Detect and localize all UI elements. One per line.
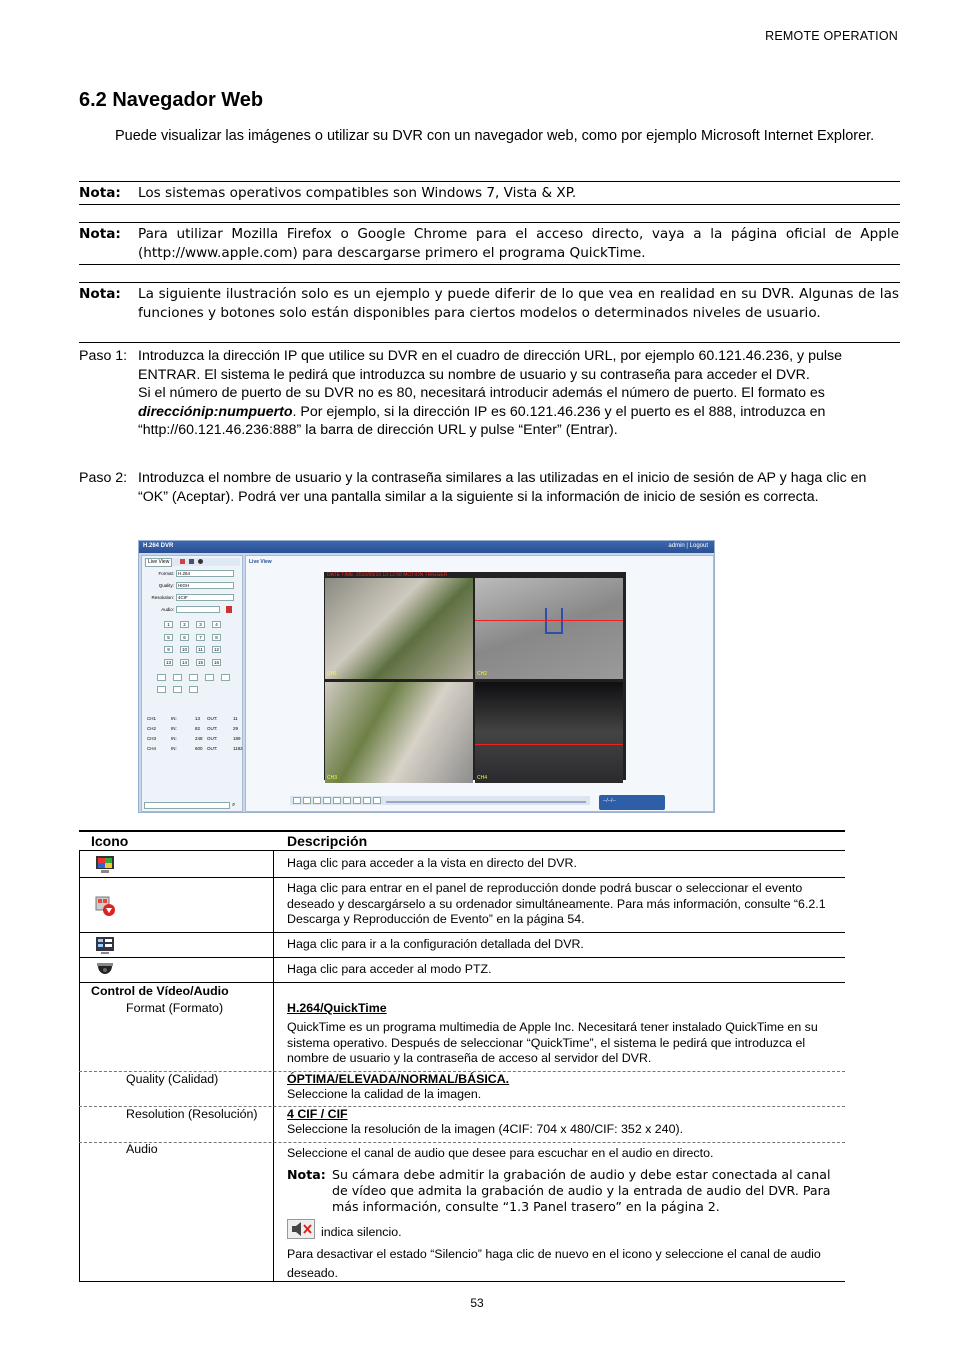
format-desc: QuickTime es un programa multimedia de Apple Inc. Necesitará tener instalado QuickTime en su sistema operativo. Después de seleccionar “QuickTime”, el sistema le pedirá que introduzca el nombre de usuario y la contraseña de acceso al servidor del DVR. — [287, 1020, 818, 1065]
running-header: REMOTE OPERATION — [765, 29, 898, 43]
step-2 — [79, 469, 899, 506]
page-number: 53 — [470, 1296, 484, 1310]
resolution-select[interactable]: 4CIF — [176, 594, 234, 601]
note-label: Nota: — [79, 226, 121, 242]
channel-ch: CH4 — [147, 746, 157, 751]
icon-tabs — [144, 558, 240, 566]
channel-in: IN: — [171, 716, 177, 721]
video-overlay-header: DATE TIME: 2010/09/19 13:12:58 MOTION TRIGGER — [327, 572, 448, 578]
step-1 — [79, 347, 899, 440]
channel-button[interactable]: 15 — [197, 659, 203, 665]
step-text: Introduzca la dirección IP que utilice su DVR en el cuadro de dirección URL, por ejemplo 60.121.46.236, y pulse ENTRAR. El sistema le pedirá que introduzca su nombre de usuario y su contraseña para acceder el DVR. — [138, 348, 843, 383]
channel-status-row — [145, 716, 239, 724]
playback-control-button[interactable] — [373, 797, 381, 804]
playback-icon[interactable] — [180, 559, 185, 564]
channel-out: OUT: — [207, 746, 218, 751]
channel-button[interactable]: 16 — [213, 659, 219, 665]
channel-status-row — [145, 736, 239, 744]
note-2 — [79, 225, 899, 262]
layout-button[interactable] — [173, 674, 182, 681]
channel-button[interactable]: 2 — [180, 621, 189, 628]
rule — [79, 181, 900, 182]
rule — [79, 1281, 845, 1282]
rule — [79, 982, 845, 983]
layout-button[interactable] — [157, 674, 166, 681]
layout-button[interactable] — [189, 674, 198, 681]
rule — [79, 932, 845, 933]
resolution-heading: 4 CIF / CIF — [287, 1107, 348, 1121]
playback-icon — [95, 896, 115, 916]
channel-button[interactable]: 1 — [164, 621, 173, 628]
time-display — [599, 795, 665, 810]
audio-label: Audio — [126, 1142, 158, 1156]
audio-desc: Seleccione el canal de audio que desee para escuchar en el audio en directo. — [287, 1146, 714, 1160]
step-label: Paso 1: — [79, 348, 128, 364]
playback-control-button[interactable] — [363, 797, 371, 804]
channel-in: IN: — [171, 746, 177, 751]
quality-label: Quality: — [158, 583, 174, 588]
port-format: direcciónip:numpuerto — [138, 403, 293, 420]
note-text: Los sistemas operativos compatibles son Windows 7, Vista & XP. — [138, 185, 577, 201]
step-label: Paso 2: — [79, 470, 128, 486]
channel-b: 1182 — [233, 746, 243, 751]
camera-view-2[interactable] — [475, 578, 623, 679]
quality-desc: Seleccione la calidad de la imagen. — [287, 1087, 482, 1101]
audio-select[interactable] — [176, 606, 220, 613]
camera-view-4[interactable] — [475, 682, 623, 783]
camera-label: CH2 — [477, 671, 488, 677]
channel-ch: CH1 — [147, 716, 157, 721]
channel-button[interactable]: 11 — [196, 646, 205, 653]
camera-label: CH1 — [327, 671, 338, 677]
app-title: H.264 DVR — [143, 543, 174, 549]
resolution-desc: Seleccione la resolución de la imagen (4CIF: 704 x 480/CIF: 352 x 240). — [287, 1122, 684, 1136]
playback-control-button[interactable] — [343, 797, 351, 804]
channel-button[interactable]: 4 — [212, 621, 221, 628]
channel-out: OUT: — [207, 736, 218, 741]
step-text-c: . Por ejemplo, si la dirección IP es 60.121.46.236 y el puerto es el 888, introduzca en “http://60.121.46.236:888” la barra de dirección URL y pulse “Enter” (Entrar). — [138, 403, 826, 438]
desc-live: Haga clic para acceder a la vista en directo del DVR. — [287, 856, 577, 870]
note-3 — [79, 285, 899, 322]
ptz-icon — [95, 960, 115, 980]
note-label: Nota: — [79, 185, 121, 201]
step-text: Introduzca el nombre de usuario y la contraseña similares a las utilizadas en el inicio de sesión de AP y haga clic en “OK” (Aceptar). Podrá ver una pantalla similar a la siguiente si la información de inicio de sesión es correcta. — [138, 470, 867, 505]
channel-b: 11 — [233, 716, 238, 721]
section-title: 6.2 Navegador Web — [79, 89, 264, 111]
channel-b: 189 — [233, 736, 241, 741]
resolution-label: Resolution (Resolución) — [126, 1107, 258, 1121]
channel-in: IN: — [171, 726, 177, 731]
format-label: Format: — [158, 571, 174, 576]
layout-button[interactable] — [189, 686, 198, 693]
progress-slider[interactable] — [386, 801, 586, 803]
camera-view-1[interactable] — [325, 578, 473, 679]
desc-playback: Haga clic para entrar en el panel de reproducción donde podrá buscar o seleccionar el evento deseado y descargárselo a su ordenador simultáneamente. Para más información, consulte “6.2.1 Descarga y Reproducción de Evento” en la página 54. — [287, 881, 826, 926]
note-text: Para utilizar Mozilla Firefox o Google Chrome para el acceso directo, vaya a la página oficial de Apple (http://www.apple.com) para descargarse primero el programa QuickTime. — [138, 226, 899, 261]
channel-ch: CH3 — [147, 736, 157, 741]
channel-in: IN: — [171, 736, 177, 741]
camera-label: CH4 — [477, 775, 488, 781]
col-header-desc: Descripción — [287, 833, 368, 849]
format-heading: H.264/QuickTime — [287, 1001, 387, 1015]
time-text: --/--/-- — [603, 798, 616, 804]
channel-button[interactable]: 10 — [181, 647, 187, 652]
note-1 — [79, 184, 899, 203]
dvr-web-screenshot — [138, 540, 715, 813]
quality-select[interactable]: HIGH — [176, 582, 234, 589]
audio-label: Audio: — [161, 607, 174, 612]
user-logout[interactable]: admin | Logout — [668, 543, 708, 549]
audio-note: Su cámara debe admitir la grabación de audio y debe estar conectada al canal de vídeo que admita la grabación de audio y la entrada de audio del DVR. Para más información, consulte “1.3 Panel trasero” en la página 2. — [332, 1167, 831, 1214]
channel-a: 82 — [195, 726, 201, 731]
note-label: Nota: — [79, 286, 121, 302]
audio-note-label: Nota: — [287, 1167, 326, 1182]
channel-button[interactable]: 14 — [181, 659, 187, 665]
layout-button[interactable] — [205, 674, 214, 681]
rule — [79, 204, 900, 205]
rule — [79, 850, 80, 1282]
rule — [79, 1142, 845, 1143]
channel-button[interactable]: 3 — [196, 621, 205, 628]
playback-control-button[interactable] — [313, 797, 321, 804]
playback-control-button[interactable] — [333, 797, 341, 804]
intro-paragraph: Puede visualizar las imágenes o utilizar su DVR con un navegador web, como por ejemplo Microsoft Internet Explorer. — [115, 128, 875, 144]
channel-a: 13 — [195, 716, 201, 721]
desc-ptz: Haga clic para acceder al modo PTZ. — [287, 962, 492, 976]
layout-button[interactable] — [157, 686, 166, 693]
rule — [79, 282, 900, 283]
layout-button[interactable] — [173, 686, 182, 693]
rule — [79, 850, 845, 851]
step-text-port — [138, 384, 899, 440]
video-grid — [324, 572, 626, 780]
channel-button[interactable]: 9 — [164, 646, 173, 653]
note-text: La siguiente ilustración solo es un ejemplo y puede diferir de lo que vea en realidad en su DVR. Algunas de las funciones y botones solo están disponibles para ciertos modelos o determinados niveles de usuario. — [138, 286, 899, 321]
channel-out: OUT: — [207, 726, 218, 731]
search-icon[interactable]: ⌕ — [232, 802, 236, 808]
format-select[interactable]: H.264 — [176, 570, 234, 577]
channel-button[interactable]: 7 — [196, 634, 205, 641]
channel-a: 248 — [195, 736, 203, 741]
rule — [79, 264, 900, 265]
live-view-icon — [95, 854, 115, 874]
rule — [79, 342, 900, 343]
mute-icon — [287, 1219, 315, 1239]
trigger-line — [475, 744, 623, 745]
camera-view-3[interactable] — [325, 682, 473, 783]
group-title: Control de Vídeo/Audio — [91, 984, 229, 998]
quality-heading: ÓPTIMA/ELEVADA/NORMAL/BÁSICA. — [287, 1072, 510, 1086]
rule — [273, 850, 274, 1282]
config-icon[interactable] — [189, 559, 194, 564]
playback-control-button[interactable] — [353, 797, 361, 804]
bottom-input[interactable] — [144, 802, 230, 809]
app-titlebar — [139, 541, 714, 553]
tab-live-view[interactable]: Live View — [145, 558, 172, 567]
playback-control-button[interactable] — [293, 797, 301, 804]
channel-button[interactable]: 5 — [164, 634, 173, 641]
channel-out: OUT: — [207, 716, 218, 721]
channel-b: 29 — [233, 726, 239, 731]
mute-icon[interactable] — [226, 606, 232, 613]
channel-button[interactable]: 8 — [212, 634, 221, 641]
channel-button[interactable]: 13 — [165, 659, 171, 665]
quality-label: Quality (Calidad) — [126, 1072, 219, 1086]
arrow-overlay — [545, 608, 563, 634]
config-icon — [95, 935, 115, 955]
mute-off-text: Para desactivar el estado “Silencio” haga clic de nuevo en el icono y seleccione el canal de audio deseado. — [287, 1247, 821, 1280]
rule — [79, 877, 845, 878]
control-panel — [141, 555, 243, 812]
col-header-icon: Icono — [91, 833, 129, 849]
rule — [79, 957, 845, 958]
channel-status-row — [145, 746, 243, 754]
live-view-panel — [245, 555, 714, 812]
channel-button[interactable]: 6 — [180, 634, 189, 641]
channel-button[interactable]: 12 — [213, 647, 219, 652]
rule — [79, 222, 900, 223]
rule — [79, 830, 845, 832]
trigger-line — [475, 620, 623, 621]
channel-status-row — [145, 726, 239, 734]
camera-label: CH3 — [327, 775, 338, 781]
resolution-label: Resolution: — [151, 595, 174, 600]
layout-buttons — [157, 674, 237, 696]
channel-ch: CH2 — [147, 726, 157, 731]
panel-title: Live View — [249, 559, 272, 565]
step-text-a: Si el número de puerto de su DVR no es 80, necesitará introducir además el número de puerto. El formato es — [138, 385, 825, 401]
layout-button[interactable] — [221, 674, 230, 681]
desc-config: Haga clic para ir a la configuración detallada del DVR. — [287, 937, 584, 951]
mute-text: indica silencio. — [321, 1225, 402, 1239]
playback-control-button[interactable] — [323, 797, 331, 804]
ptz-icon[interactable] — [198, 559, 203, 564]
channel-a: 600 — [195, 746, 203, 751]
format-label: Format (Formato) — [126, 1001, 224, 1015]
playback-control-button[interactable] — [303, 797, 311, 804]
